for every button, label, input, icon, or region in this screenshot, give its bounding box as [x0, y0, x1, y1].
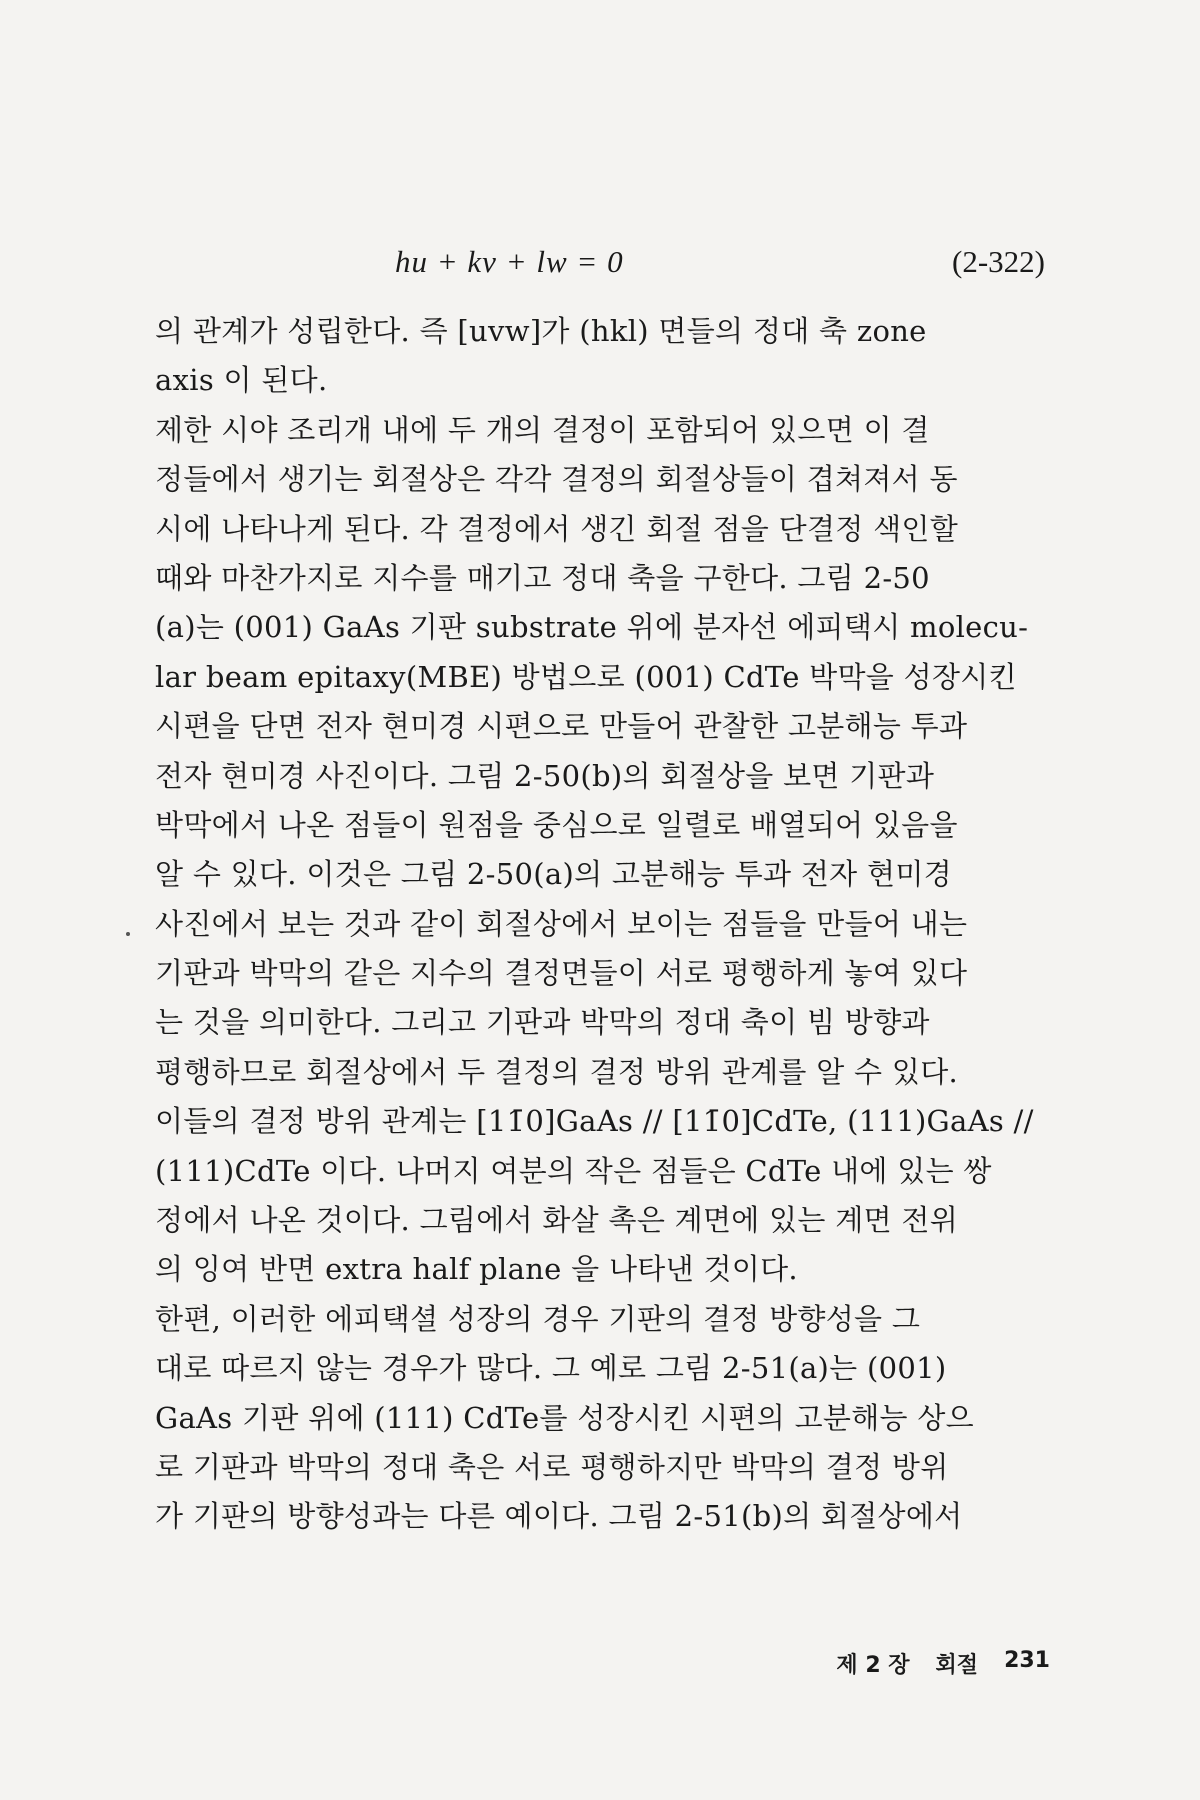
text-line: 는 것을 의미한다. 그리고 기판과 박막의 정대 축이 빔 방향과 — [155, 1005, 930, 1040]
text-line: 제한 시야 조리개 내에 두 개의 결정이 포함되어 있으면 이 결 — [155, 412, 930, 447]
body-text — [155, 307, 1050, 1542]
text-line: 정들에서 생기는 회절상은 각각 결정의 회절상들이 겹쳐져서 동 — [155, 462, 958, 497]
equation: hu + kv + lw = 0 — [395, 244, 624, 279]
text-line: 박막에서 나온 점들이 원점을 중심으로 일렬로 배열되어 있음을 — [155, 807, 958, 842]
margin-dot — [126, 932, 130, 936]
text-line: lar beam epitaxy(MBE) 방법으로 (001) CdTe 박막을 성장시킨 — [155, 659, 1017, 694]
text-line: 이들의 결정 방위 관계는 [11̄0]GaAs // [11̄0]CdTe, (111)GaAs // — [155, 1104, 1034, 1139]
text-line: 시편을 단면 전자 현미경 시편으로 만들어 관찰한 고분해능 투과 — [155, 709, 968, 744]
text-line: 알 수 있다. 이것은 그림 2-50(a)의 고분해능 투과 전자 현미경 — [155, 857, 952, 892]
page-number: 231 — [1004, 1648, 1050, 1673]
text-line: 사진에서 보는 것과 같이 회절상에서 보이는 점들을 만들어 내는 — [155, 906, 968, 941]
text-line: 한편, 이러한 에피택셜 성장의 경우 기판의 결정 방향성을 그 — [155, 1301, 921, 1336]
text-line: 대로 따르지 않는 경우가 많다. 그 예로 그림 2-51(a)는 (001) — [155, 1351, 947, 1386]
text-line: axis 이 된다. — [155, 363, 328, 398]
text-line: 정에서 나온 것이다. 그림에서 화살 촉은 계면에 있는 계면 전위 — [155, 1203, 959, 1238]
text-line: 때와 마찬가지로 지수를 매기고 정대 축을 구한다. 그림 2-50 — [155, 560, 930, 595]
text-line: 의 관계가 성립한다. 즉 [uvw]가 (hkl) 면들의 정대 축 zone — [155, 314, 927, 348]
chapter-title: 회절 — [935, 1653, 979, 1678]
page-footer — [836, 1648, 1050, 1679]
text-line: (a)는 (001) GaAs 기판 substrate 위에 분자선 에피택시 molecu- — [155, 610, 1029, 645]
text-line: GaAs 기판 위에 (111) CdTe를 성장시킨 시편의 고분해능 상으 — [155, 1400, 974, 1435]
text-line: 전자 현미경 사진이다. 그림 2-50(b)의 회절상을 보면 기판과 — [155, 758, 935, 793]
text-line: 의 잉여 반면 extra half plane 을 나타낸 것이다. — [155, 1252, 798, 1287]
text-line: (111)CdTe 이다. 나머지 여분의 작은 점들은 CdTe 내에 있는 쌍 — [155, 1153, 992, 1188]
text-line: 기판과 박막의 같은 지수의 결정면들이 서로 평행하게 놓여 있다 — [155, 956, 968, 991]
text-line: 가 기판의 방향성과는 다른 예이다. 그림 2-51(b)의 회절상에서 — [155, 1499, 963, 1534]
text-line: 로 기판과 박막의 정대 축은 서로 평행하지만 박막의 결정 방위 — [155, 1449, 949, 1484]
text-line: 시에 나타나게 된다. 각 결정에서 생긴 회절 점을 단결정 색인할 — [155, 511, 959, 546]
text-line: 평행하므로 회절상에서 두 결정의 결정 방위 관계를 알 수 있다. — [155, 1054, 959, 1089]
chapter-label: 제 2 장 — [836, 1653, 910, 1678]
equation-number: (2-322) — [952, 244, 1045, 279]
equation-row — [155, 244, 1045, 294]
